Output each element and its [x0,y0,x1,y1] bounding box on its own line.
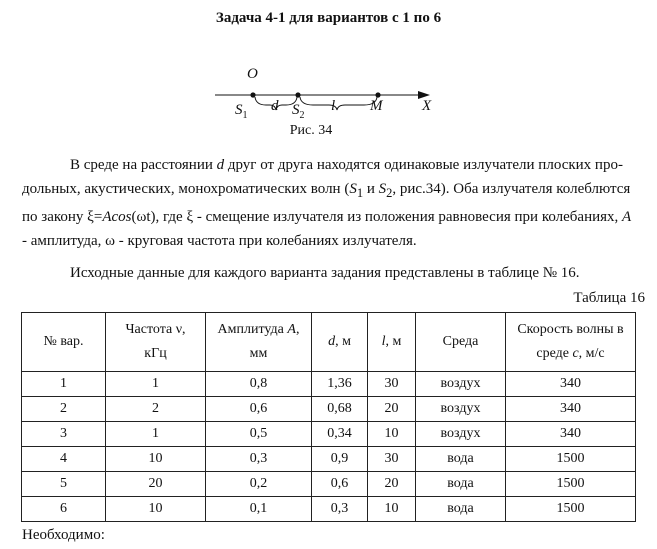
header-distance-d: d, м [312,313,368,372]
header-frequency: Частота ν, кГц [106,313,206,372]
variants-table [21,312,636,522]
table-cell: 0,3 [312,497,368,522]
table-cell: 10 [106,497,206,522]
header-variant: № вар. [22,313,106,372]
table-label: Таблица 16 [573,290,645,306]
point-s1 [250,92,255,97]
table-row [22,372,636,397]
table-cell: 0,1 [206,497,312,522]
label-m: M [370,98,383,114]
table-cell: 20 [368,397,416,422]
header-wave-speed: Скорость волны в среде c, м/с [506,313,636,372]
table-cell: 2 [106,397,206,422]
table-cell: воздух [416,397,506,422]
table-cell: 0,34 [312,422,368,447]
table-cell: 340 [506,372,636,397]
point-m [375,92,380,97]
table-cell: 0,2 [206,472,312,497]
problem-title: Задача 4-1 для вариантов с 1 по 6 [215,10,442,26]
table-cell: 1500 [506,472,636,497]
table-cell: 1 [106,422,206,447]
table-cell: 340 [506,397,636,422]
table-cell: 30 [368,372,416,397]
table-cell: 10 [368,497,416,522]
table-header-row [22,313,636,372]
table-cell: 0,6 [312,472,368,497]
table-cell: 4 [22,447,106,472]
table-cell: 0,68 [312,397,368,422]
label-origin: O [247,66,258,82]
label-l: l [331,98,336,114]
table-cell: вода [416,497,506,522]
table-cell: вода [416,447,506,472]
table-cell: 1 [22,372,106,397]
point-s2 [295,92,300,97]
table-cell: 6 [22,497,106,522]
footer-text: Необходимо: [22,527,105,543]
brace-l-icon [300,97,377,110]
header-medium: Среда [416,313,506,372]
table-cell: 10 [106,447,206,472]
table-reference-text: Исходные данные для каждого варианта задания представлены в таблице № 16. [70,265,580,281]
label-d: d [271,98,279,114]
label-s1: $S_1$ [235,102,248,121]
table-cell: 0,9 [312,447,368,472]
table-cell: 1,36 [312,372,368,397]
table-cell: 340 [506,422,636,447]
table-cell: воздух [416,372,506,397]
table-cell: 2 [22,397,106,422]
table-cell: 10 [368,422,416,447]
table-row [22,497,636,522]
table-cell: 30 [368,447,416,472]
table-cell: воздух [416,422,506,447]
table-row [22,422,636,447]
problem-description: В среде на расстоянии d друг от друга находятся одинаковые излучатели плоских про-дольных, акустических, монохроматических волн ($S_1$ и $S_2$, рис.34). Оба излучателя колеблются по закону ξ=Acos(ωt), где ξ - смещение излучателя из положения равновесия при колебаниях, A - амплитуда, ω - круговая частота при колебаниях излучателя. [22,157,632,249]
header-distance-l: l, м [368,313,416,372]
table-cell: 20 [368,472,416,497]
table-cell: 5 [22,472,106,497]
label-s2: $S_2$ [292,102,305,121]
table-cell: 20 [106,472,206,497]
table-cell: вода [416,472,506,497]
table-cell: 0,5 [206,422,312,447]
table-cell: 3 [22,422,106,447]
table-row [22,397,636,422]
label-axis: X [422,98,432,114]
table-row [22,472,636,497]
table-cell: 1500 [506,497,636,522]
figure-caption: Рис. 34 [289,123,333,138]
table-cell: 0,6 [206,397,312,422]
table-row [22,447,636,472]
header-amplitude: Амплитуда A, мм [206,313,312,372]
table-cell: 0,8 [206,372,312,397]
table-cell: 0,3 [206,447,312,472]
table-cell: 1500 [506,447,636,472]
table-cell: 1 [106,372,206,397]
